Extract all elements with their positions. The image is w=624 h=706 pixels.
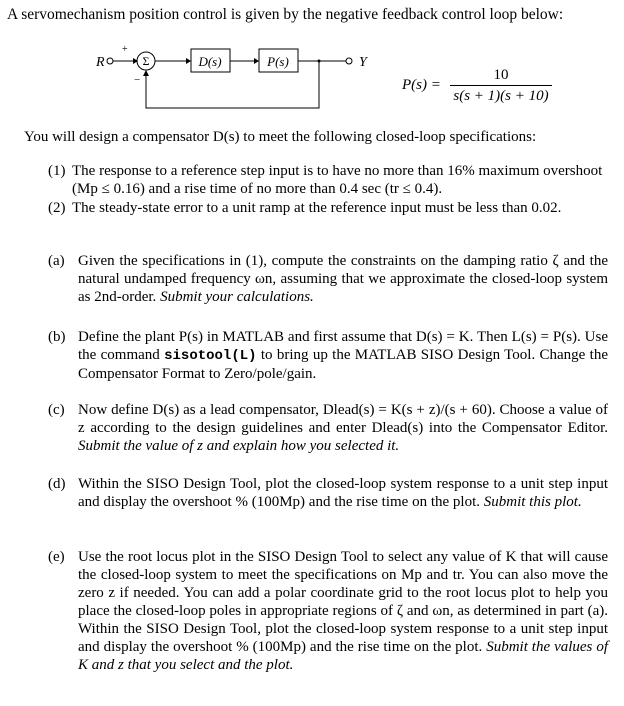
question-a <box>48 252 608 306</box>
spec-text: The response to a reference step input is to have no more than 16% maximum overshoot (Mp ≤ 0.16) and a rise time of no more than 0.4 sec (tr ≤ 0.4). <box>72 163 603 197</box>
input-node <box>107 58 113 64</box>
question-b <box>48 328 608 383</box>
question-label: (d) <box>48 476 66 492</box>
sum-symbol: Σ <box>142 54 150 68</box>
question-text: Given the specifications in (1), compute the constraints on the damping ratio ζ and the natural undamped frequency ωn, assuming that we approximate the closed-loop system as 2nd-order. <box>78 253 608 305</box>
question-emphasis: Submit the values of K and z that you select and the plot. <box>78 639 608 673</box>
spec-item <box>48 162 608 198</box>
plant-transfer-function <box>402 66 562 116</box>
question-text: Now define D(s) as a lead compensator, Dlead(s) = K(s + z)/(s + 60). Choose a value of z according to the design guidelines and enter Dlead(s) into the Compensator Editor. <box>78 402 608 436</box>
question-text: Use the root locus plot in the SISO Design Tool to select any value of K that will cause the closed-loop system to meet the specifications on Mp and tr. You can also move the zero z if needed. You can add a polar coordinate grid to the root locus plot to help you place the closed-loop poles in appropriate regions of ζ and ωn, as determined in part (a). Within the SISO Design Tool, plot the closed-loop system response to a unit step input and display the overshoot % (100Mp) and the rise time on the plot. <box>78 549 608 655</box>
design-statement: You will design a compensator D(s) to meet the following closed-loop specifications: <box>24 129 537 145</box>
question-emphasis: Submit the value of z and explain how you selected it. <box>78 438 400 454</box>
plant-numerator: 10 <box>493 67 509 83</box>
question-text-cont: to bring up the MATLAB SISO Design Tool. Change the Compensator Format to Zero/pole/gain. <box>78 347 608 382</box>
plant-lhs: P(s) = <box>402 77 441 93</box>
minus-sign: − <box>134 74 141 86</box>
question-text: Define the plant P(s) in MATLAB and first assume that D(s) = K. Then L(s) = P(s). Use the command <box>78 329 608 363</box>
plus-sign: + <box>122 44 128 55</box>
question-e <box>48 548 608 674</box>
code-snippet: sisotool(L) <box>164 348 257 364</box>
spec-number: (1) <box>48 163 66 179</box>
question-text: Within the SISO Design Tool, plot the closed-loop system response to a unit step input and display the overshoot % (100Mp) and the rise time on the plot. <box>78 476 608 510</box>
fraction-bar <box>450 85 552 86</box>
output-label: Y <box>359 55 367 70</box>
controller-label: D(s) <box>198 54 222 69</box>
output-node <box>346 58 352 64</box>
input-label: R <box>96 55 105 70</box>
question-label: (a) <box>48 253 65 269</box>
question-emphasis: Submit your calculations. <box>160 289 314 305</box>
question-emphasis: Submit this plot. <box>483 494 582 510</box>
question-label: (c) <box>48 402 65 418</box>
plant-denominator: s(s + 1)(s + 10) <box>453 88 549 104</box>
spec-text: The steady-state error to a unit ramp at the reference input must be less than 0.02. <box>72 200 562 216</box>
question-label: (b) <box>48 329 66 345</box>
feedback-path <box>146 61 319 108</box>
spec-item <box>48 199 608 217</box>
plant-label: P(s) <box>267 54 289 69</box>
spec-number: (2) <box>48 200 66 216</box>
intro-text: A servomechanism position control is given by the negative feedback control loop below: <box>7 6 564 23</box>
question-d <box>48 475 608 511</box>
question-c <box>48 401 608 455</box>
question-label: (e) <box>48 549 65 565</box>
